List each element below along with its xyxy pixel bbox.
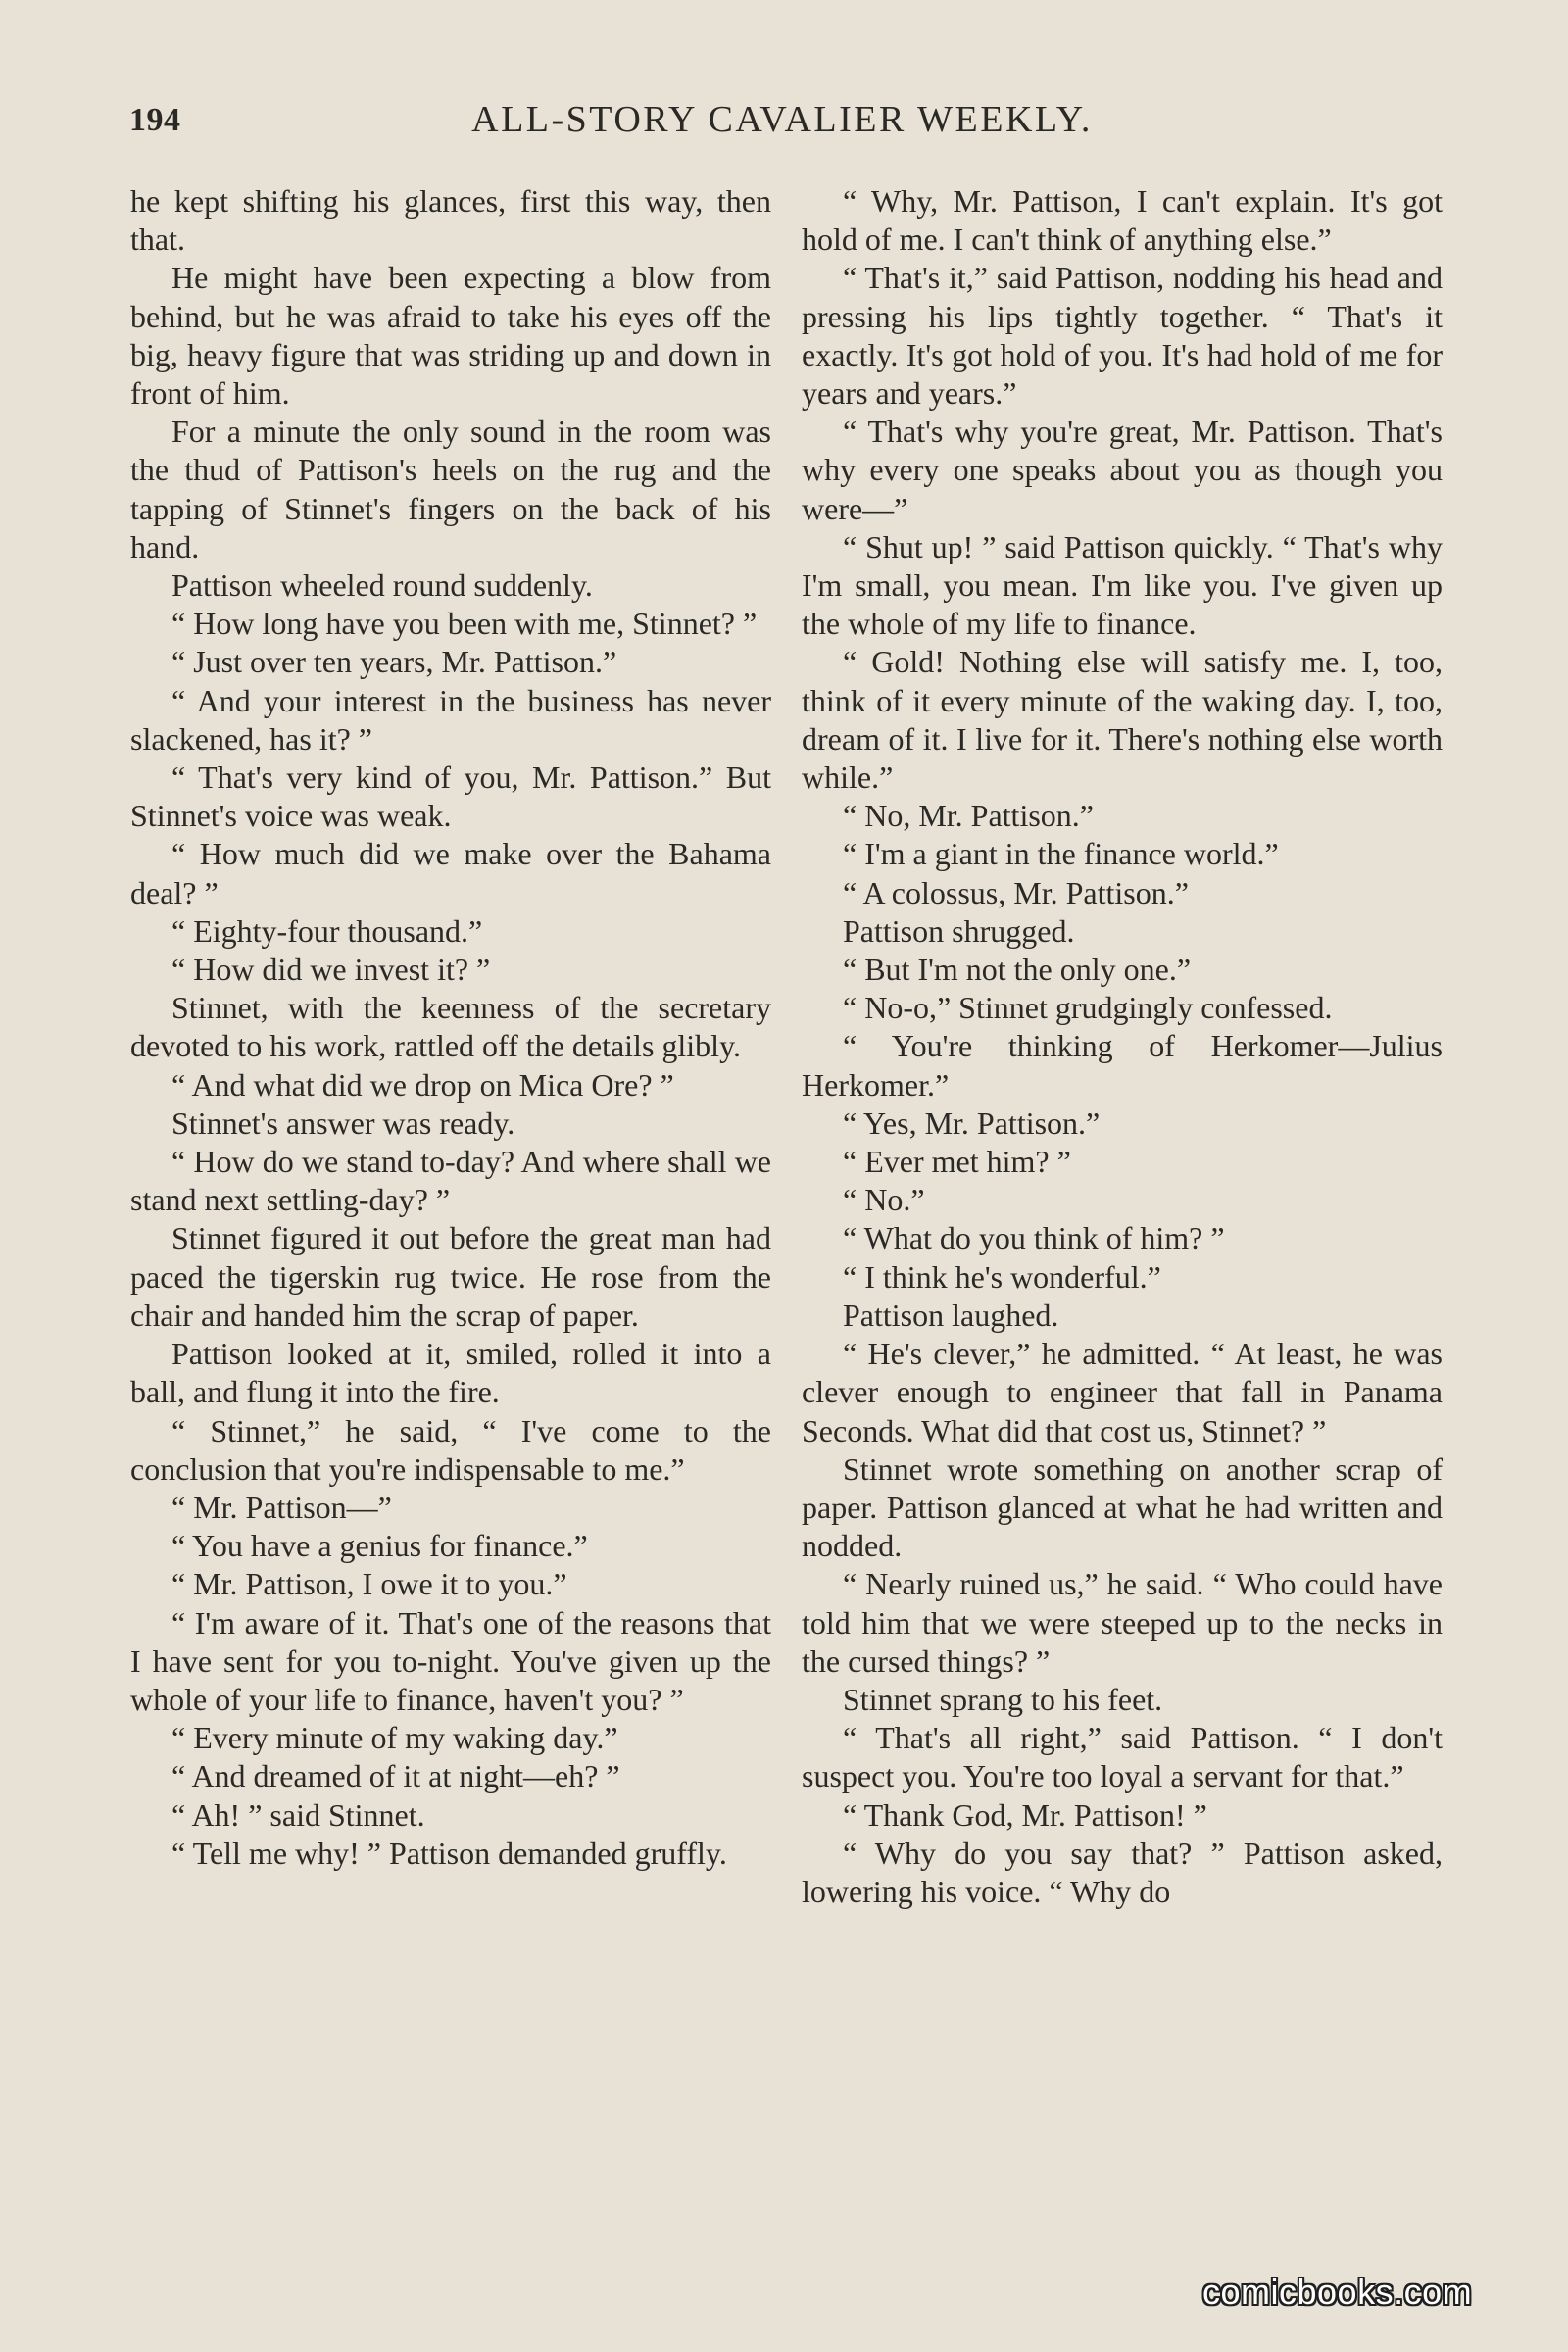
paragraph: “ He's clever,” he admitted. “ At least, he was clever enough to engineer that fall in Panama Seconds. What did that cost us, Stinnet? ” [802, 1336, 1443, 1448]
paragraph: “ That's it,” said Pattison, nodding his head and pressing his lips tightly together. “ That's it exactly. It's got hold of you. It's had hold of me for years and years.” [802, 260, 1443, 412]
paragraph: “ How do we stand to-day? And where shall we stand next settling-day? ” [130, 1144, 771, 1218]
paragraph: Pattison laughed. [843, 1297, 1059, 1333]
paragraph: Stinnet sprang to his feet. [843, 1681, 1163, 1717]
paragraph: “ I think he's wonderful.” [843, 1258, 1161, 1295]
paragraph: “ You're thinking of Herkomer—Julius Herkomer.” [802, 1028, 1443, 1102]
paragraph: “ That's all right,” said Pattison. “ I don't suspect you. You're too loyal a servant for that.” [802, 1720, 1443, 1794]
paragraph: “ Stinnet,” he said, “ I've come to the conclusion that you're indispensable to me.” [130, 1412, 771, 1487]
paragraph: “ Mr. Pattison—” [172, 1489, 392, 1525]
paragraph: Stinnet figured it out before the great man had paced the tigerskin rug twice. He rose from the chair and handed him the scrap of paper. [130, 1220, 771, 1333]
paragraph: “ But I'm not the only one.” [843, 952, 1192, 988]
text-column-left [130, 182, 771, 1873]
paragraph: “ And your interest in the business has never slackened, has it? ” [130, 682, 771, 757]
paragraph: “ No, Mr. Pattison.” [843, 798, 1094, 834]
paragraph: “ How long have you been with me, Stinnet? ” [172, 606, 758, 642]
paragraph: “ Thank God, Mr. Pattison! ” [843, 1796, 1207, 1833]
paragraph: For a minute the only sound in the room was the thud of Pattison's heels on the rug and the tapping of Stinnet's fingers on the back of his hand. [130, 414, 771, 564]
paragraph: “ Nearly ruined us,” he said. “ Who could have told him that we were steeped up to the necks in the cursed things? ” [802, 1566, 1443, 1679]
paragraph: “ What do you think of him? ” [843, 1220, 1225, 1256]
paragraph: “ And dreamed of it at night—eh? ” [172, 1758, 620, 1794]
paragraph: “ Tell me why! ” Pattison demanded gruffly. [172, 1835, 727, 1871]
paragraph: “ A colossus, Mr. Pattison.” [843, 874, 1189, 910]
paragraph: “ Why do you say that? ” Pattison asked, lowering his voice. “ Why do [802, 1835, 1443, 1909]
site-watermark: comicbooks.com [1202, 2272, 1473, 2312]
paragraph: Stinnet's answer was ready. [172, 1104, 515, 1141]
paragraph: “ Shut up! ” said Pattison quickly. “ That's why I'm small, you mean. I'm like you. I've given up the whole of my life to finance. [802, 528, 1443, 642]
paragraph: “ You have a genius for finance.” [172, 1528, 588, 1564]
paragraph: “ Every minute of my waking day.” [172, 1720, 618, 1756]
running-head: ALL-STORY CAVALIER WEEKLY. [471, 99, 1093, 140]
paragraph: “ How did we invest it? ” [172, 952, 491, 988]
paragraph: “ Mr. Pattison, I owe it to you.” [172, 1566, 567, 1602]
paragraph: “ No-o,” Stinnet grudgingly confessed. [843, 990, 1333, 1026]
paragraph: Pattison wheeled round suddenly. [172, 567, 593, 604]
paragraph: “ Yes, Mr. Pattison.” [843, 1104, 1101, 1141]
paragraph: “ Ever met him? ” [843, 1144, 1071, 1180]
paragraph: “ Just over ten years, Mr. Pattison.” [172, 644, 617, 680]
paragraph: He might have been expecting a blow from behind, but he was afraid to take his eyes off the big, heavy figure that was striding up and down in front of him. [130, 260, 771, 412]
paragraph: Pattison looked at it, smiled, rolled it into a ball, and flung it into the fire. [130, 1336, 771, 1410]
paragraph: “ And what did we drop on Mica Ore? ” [172, 1066, 674, 1102]
paragraph: “ That's very kind of you, Mr. Pattison.” But Stinnet's voice was weak. [130, 760, 771, 834]
text-column-right [802, 182, 1443, 1911]
paragraph: Stinnet wrote something on another scrap of paper. Pattison glanced at what he had written and nodded. [802, 1450, 1443, 1564]
paragraph: “ I'm aware of it. That's one of the reasons that I have sent for you to-night. You've given up the whole of your life to finance, haven't you? ” [130, 1604, 771, 1717]
paragraph: “ That's why you're great, Mr. Pattison. That's why every one speaks about you as though you were—” [802, 414, 1443, 526]
paragraph: he kept shifting his glances, first this way, then that. [130, 183, 771, 258]
paragraph: “ I'm a giant in the finance world.” [843, 836, 1279, 872]
paragraph: “ Why, Mr. Pattison, I can't explain. It's got hold of me. I can't think of anything else.” [802, 183, 1443, 258]
paragraph: “ Eighty-four thousand.” [172, 912, 483, 949]
page-header [122, 94, 1443, 153]
paragraph: “ Ah! ” said Stinnet. [172, 1796, 425, 1833]
paragraph: “ How much did we make over the Bahama deal? ” [130, 836, 771, 910]
paragraph: “ No.” [843, 1182, 925, 1218]
paragraph: Stinnet, with the keenness of the secretary devoted to his work, rattled off the details glibly. [130, 990, 771, 1064]
paragraph: Pattison shrugged. [843, 912, 1075, 949]
page-number: 194 [129, 102, 181, 138]
paragraph: “ Gold! Nothing else will satisfy me. I, too, think of it every minute of the waking day. I, too, dream of it. I live for it. There's nothing else worth while.” [802, 644, 1443, 796]
